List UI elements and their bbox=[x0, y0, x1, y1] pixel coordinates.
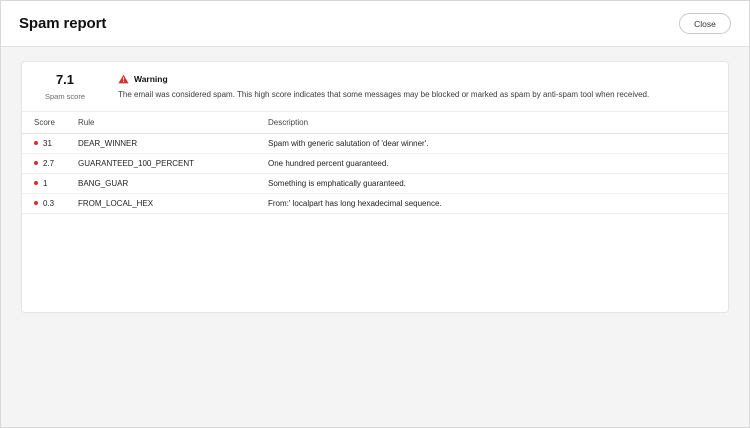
warning-triangle-icon bbox=[118, 74, 129, 84]
row-rule: GUARANTEED_100_PERCENT bbox=[78, 158, 195, 168]
severity-dot-icon bbox=[34, 201, 38, 205]
page-title: Spam report bbox=[19, 15, 107, 32]
summary-text-block bbox=[108, 72, 728, 101]
row-score-cell bbox=[22, 179, 78, 188]
row-score-cell bbox=[22, 139, 78, 148]
summary-section bbox=[22, 62, 728, 112]
row-description: From:' localpart has long hexadecimal sequence. bbox=[268, 198, 442, 208]
row-score-value: 1 bbox=[43, 178, 48, 188]
table-empty-area bbox=[22, 214, 728, 312]
table-header-row bbox=[22, 112, 728, 134]
table-row[interactable] bbox=[22, 134, 728, 154]
summary-description: The email was considered spam. This high score indicates that some messages may be blocked or marked as spam by anti-spam tool when received. bbox=[118, 90, 650, 100]
table-row[interactable] bbox=[22, 154, 728, 174]
severity-dot-icon bbox=[34, 141, 38, 145]
row-rule: DEAR_WINNER bbox=[78, 138, 138, 148]
spam-score-label: Spam score bbox=[44, 91, 86, 101]
row-score-value: 0.3 bbox=[43, 198, 55, 208]
window-header bbox=[1, 1, 749, 47]
spam-score-block bbox=[22, 72, 108, 101]
column-header-description: Description bbox=[268, 117, 309, 127]
column-header-score: Score bbox=[34, 117, 55, 127]
spam-rules-table bbox=[22, 112, 728, 312]
row-rule: BANG_GUAR bbox=[78, 178, 129, 188]
spam-score-value: 7.1 bbox=[55, 72, 75, 87]
row-score-cell bbox=[22, 159, 78, 168]
row-score-value: 2.7 bbox=[43, 158, 55, 168]
table-row[interactable] bbox=[22, 194, 728, 214]
row-score-value: 31 bbox=[43, 138, 52, 148]
row-description: Something is emphatically guaranteed. bbox=[268, 178, 406, 188]
status-badge bbox=[118, 74, 714, 84]
severity-dot-icon bbox=[34, 181, 38, 185]
row-score-cell bbox=[22, 199, 78, 208]
row-description: One hundred percent guaranteed. bbox=[268, 158, 389, 168]
severity-dot-icon bbox=[34, 161, 38, 165]
report-card bbox=[21, 61, 729, 313]
table-row[interactable] bbox=[22, 174, 728, 194]
row-rule: FROM_LOCAL_HEX bbox=[78, 198, 154, 208]
close-button[interactable]: Close bbox=[679, 13, 731, 34]
report-body bbox=[1, 47, 749, 427]
status-label: Warning bbox=[134, 74, 168, 85]
row-description: Spam with generic salutation of 'dear winner'. bbox=[268, 138, 429, 148]
column-header-rule: Rule bbox=[78, 117, 95, 127]
